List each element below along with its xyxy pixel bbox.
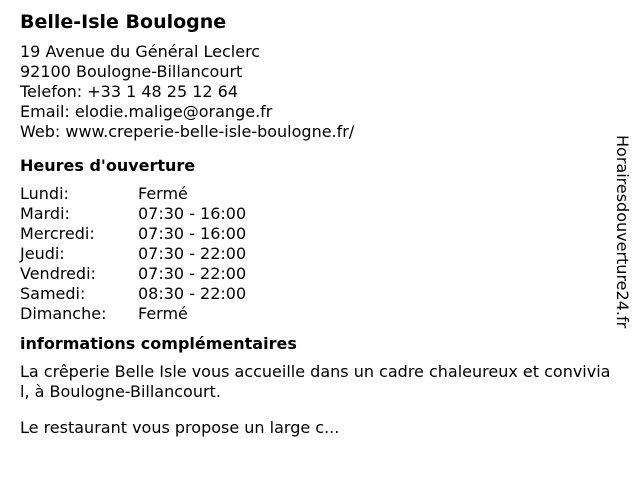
hours-time: 07:30 - 16:00 xyxy=(138,204,247,223)
hours-day: Mercredi: xyxy=(20,224,95,243)
phone: Telefon: +33 1 48 25 12 64 xyxy=(20,82,239,101)
hours-day: Samedi: xyxy=(20,284,86,303)
address-line-2: 92100 Boulogne-Billancourt xyxy=(20,62,243,81)
info-heading: informations complémentaires xyxy=(20,334,297,353)
hours-day: Lundi: xyxy=(20,184,69,203)
info-paragraph: La crêperie Belle Isle vous accueille dans un cadre chaleureux et convivial, à Boulogne-Billancourt. xyxy=(20,362,611,401)
hours-row-thursday xyxy=(20,244,615,264)
hours-time: 07:30 - 22:00 xyxy=(138,244,247,263)
hours-row-friday xyxy=(20,264,615,284)
website: Web: www.creperie-belle-isle-boulogne.fr/ xyxy=(20,122,355,141)
hours-row-saturday xyxy=(20,284,615,304)
address-line-1: 19 Avenue du Général Leclerc xyxy=(20,42,261,61)
hours-time: 07:30 - 22:00 xyxy=(138,264,247,283)
business-card xyxy=(20,10,615,438)
hours-day: Dimanche: xyxy=(20,304,107,323)
hours-time: 07:30 - 16:00 xyxy=(138,224,247,243)
hours-day: Vendredi: xyxy=(20,264,96,283)
hours-row-wednesday xyxy=(20,224,615,244)
hours-time: Fermé xyxy=(138,304,188,323)
email: Email: elodie.malige@orange.fr xyxy=(20,102,273,121)
hours-row-monday xyxy=(20,184,615,204)
site-watermark: Horairesdouverture24.fr xyxy=(613,135,632,329)
business-name: Belle-Isle Boulogne xyxy=(20,11,227,33)
hours-heading: Heures d'ouverture xyxy=(20,156,196,175)
hours-row-sunday xyxy=(20,304,615,324)
hours-time: Fermé xyxy=(138,184,188,203)
hours-row-tuesday xyxy=(20,204,615,224)
hours-table xyxy=(20,184,615,324)
hours-time: 08:30 - 22:00 xyxy=(138,284,247,303)
hours-day: Mardi: xyxy=(20,204,70,223)
hours-day: Jeudi: xyxy=(20,244,65,263)
info-paragraph-truncated: Le restaurant vous propose un large c... xyxy=(20,418,340,437)
